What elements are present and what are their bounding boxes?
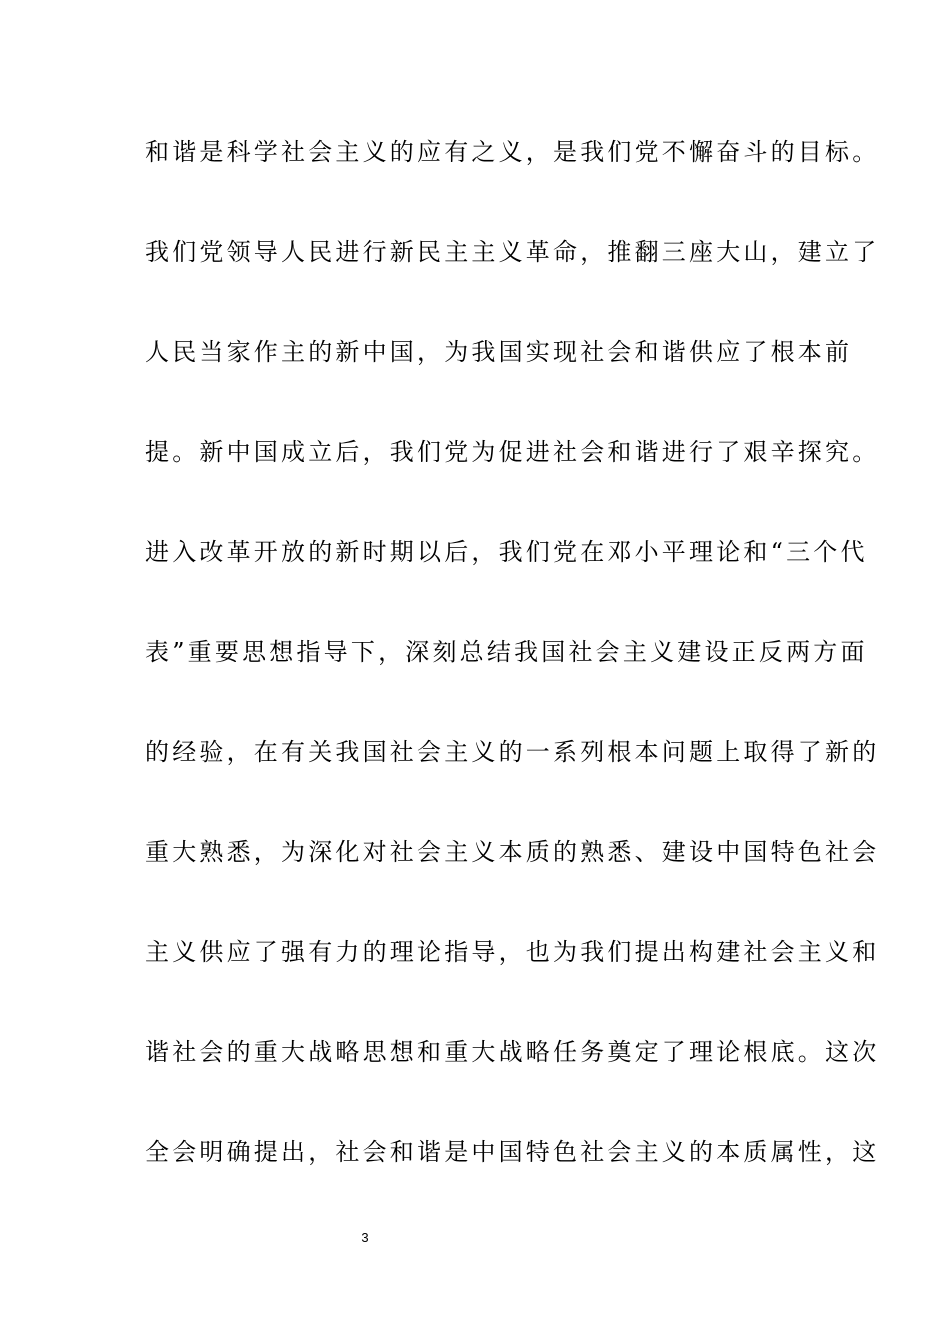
text-line: 表”重要思想指导下，深刻总结我国社会主义建设正反两方面 <box>145 638 868 666</box>
text-line: 全会明确提出，社会和谐是中国特色社会主义的本质属性，这 <box>145 1138 880 1166</box>
text-line: 谐社会的重大战略思想和重大战略任务奠定了理论根底。这次 <box>145 1038 880 1066</box>
text-line: 我们党领导人民进行新民主主义革命，推翻三座大山，建立了 <box>145 238 880 266</box>
text-line: 和谐是科学社会主义的应有之义，是我们党不懈奋斗的目标。 <box>145 138 880 166</box>
page-number: 3 <box>361 1230 369 1245</box>
text-line: 重大熟悉，为深化对社会主义本质的熟悉、建设中国特色社会 <box>145 838 880 866</box>
text-line: 主义供应了强有力的理论指导，也为我们提出构建社会主义和 <box>145 938 880 966</box>
text-line: 的经验，在有关我国社会主义的一系列根本问题上取得了新的 <box>145 738 880 766</box>
text-line: 提。新中国成立后，我们党为促进社会和谐进行了艰辛探究。 <box>145 438 880 466</box>
body-text <box>145 122 880 1222</box>
text-line: 进入改革开放的新时期以后，我们党在邓小平理论和“三个代 <box>145 538 868 566</box>
text-line: 人民当家作主的新中国，为我国实现社会和谐供应了根本前 <box>145 338 853 366</box>
